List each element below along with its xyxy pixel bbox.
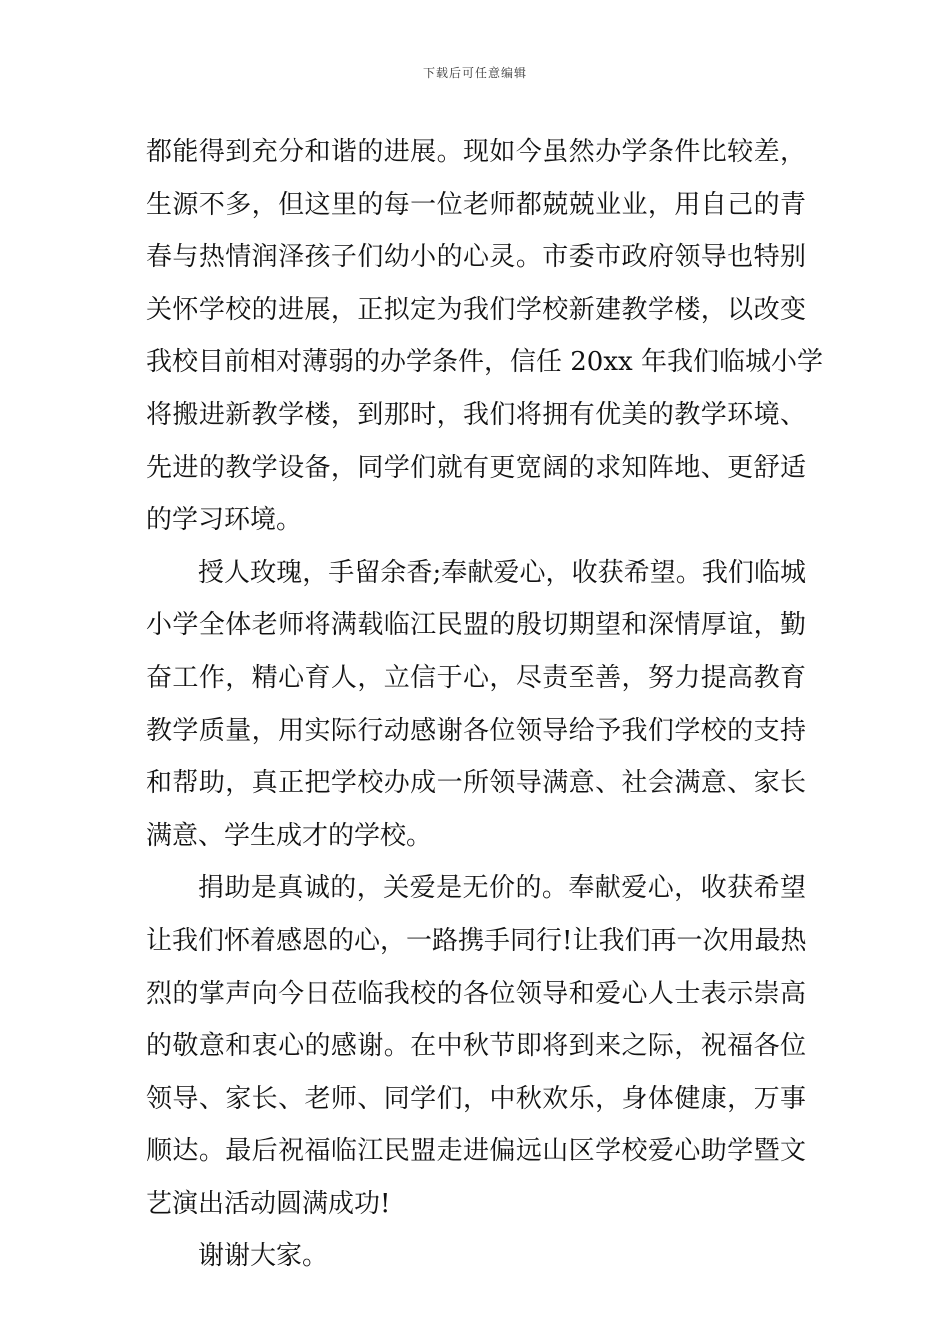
- text-line: 艺演出活动圆满成功!: [146, 1188, 391, 1219]
- paragraph: [146, 862, 806, 1230]
- text-line: 教学质量，用实际行动感谢各位领导给予我们学校的支持: [146, 715, 806, 746]
- text-line: 春与热情润泽孩子们幼小的心灵。市委市政府领导也特别: [146, 242, 806, 273]
- text-line: 我校目前相对薄弱的办学条件，信任 20xx 年我们临城小学: [146, 347, 823, 378]
- text-line: 烈的掌声向今日莅临我校的各位领导和爱心人士表示崇高: [146, 978, 806, 1009]
- text-line: 领导、家长、老师、同学们，中秋欢乐，身体健康，万事: [146, 1083, 806, 1114]
- text-line: 生源不多，但这里的每一位老师都兢兢业业，用自己的青: [146, 189, 806, 220]
- text-line: 都能得到充分和谐的进展。现如今虽然办学条件比较差，: [146, 137, 806, 167]
- paragraph: [146, 126, 823, 547]
- header-note: 下载后可任意编辑: [422, 66, 527, 80]
- paragraph: [146, 1230, 806, 1283]
- text-line: 小学全体老师将满载临江民盟的殷切期望和深情厚谊，勤: [146, 610, 806, 641]
- text-line: 满意、学生成才的学校。: [146, 820, 433, 851]
- text-line: 先进的教学设备，同学们就有更宽阔的求知阵地、更舒适: [146, 452, 806, 483]
- document-body: [146, 126, 823, 1283]
- text-line: 谢谢大家。: [198, 1241, 329, 1272]
- text-line: 的敬意和衷心的感谢。在中秋节即将到来之际，祝福各位: [146, 1031, 806, 1062]
- text-line: 的学习环境。: [146, 505, 303, 536]
- text-line: 和帮助，真正把学校办成一所领导满意、社会满意、家长: [146, 768, 806, 799]
- paragraph: [146, 547, 806, 863]
- text-line: 奋工作，精心育人，立信于心，尽责至善，努力提高教育: [146, 662, 806, 693]
- text-line: 让我们怀着感恩的心，一路携手同行!让我们再一次用最热: [146, 925, 807, 956]
- text-line: 捐助是真诚的，关爱是无价的。奉献爱心，收获希望: [198, 873, 806, 904]
- text-line: 关怀学校的进展，正拟定为我们学校新建教学楼，以改变: [146, 294, 806, 325]
- text-line: 授人玫瑰，手留余香;奉献爱心，收获希望。我们临城: [198, 557, 806, 588]
- text-line: 顺达。最后祝福临江民盟走进偏远山区学校爱心助学暨文: [146, 1136, 806, 1167]
- text-line: 将搬进新教学楼，到那时，我们将拥有优美的教学环境、: [146, 399, 806, 430]
